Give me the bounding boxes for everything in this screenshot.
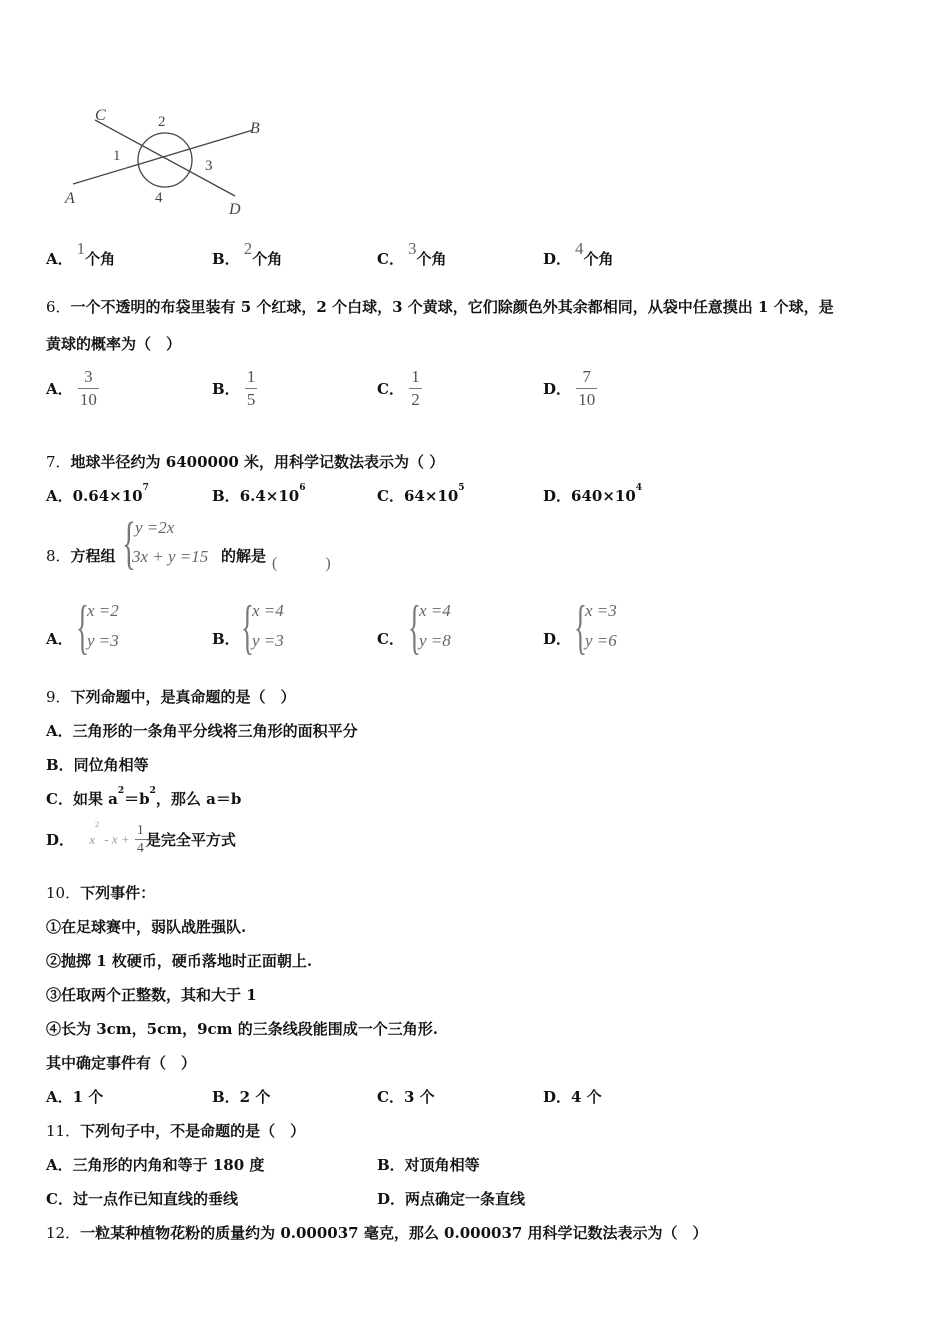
q9-stem: 9．下列命题中，是真命题的是（ ） [46, 688, 296, 706]
q7-option-b[interactable]: B．$6.4\times 10^6$ [212, 483, 306, 505]
angle-figure [55, 100, 285, 225]
left-brace-icon: { [408, 594, 421, 660]
q8-d-line2: y =6 [585, 631, 617, 650]
q11-option-c[interactable]: C．过一点作已知直线的垂线 [46, 1190, 238, 1208]
q10-option-a[interactable]: A．1 个 [46, 1088, 104, 1106]
q7-option-d[interactable]: D．$640\times 10^4$ [543, 483, 643, 505]
fraction: $\frac{7}{10}$ [578, 367, 596, 409]
q6-option-a[interactable]: A． $\frac{3}{10}$ [46, 367, 97, 409]
q6-option-d[interactable]: D． $\frac{7}{10}$ [543, 367, 596, 409]
q12-stem: 12．一粒某种植物花粉的质量约为 0.000037 毫克，那么 0.000037 用科学记数法表示为（ ） [46, 1224, 708, 1242]
q6-stem-line2: 黄球的概率为（ ） [46, 335, 182, 353]
q10-stem: 10．下列事件： [46, 884, 156, 902]
left-brace-icon: { [76, 594, 89, 660]
q7-stem: 7．地球半径约为 6400000 米，用科学记数法表示为（ ） [46, 453, 445, 471]
q8-option-b[interactable]: B． [212, 630, 240, 648]
q9-option-a[interactable]: A．三角形的一条角平分线将三角形的面积平分 [46, 722, 358, 740]
label-A: A [65, 190, 75, 207]
label-angle-1: 1 [113, 148, 121, 164]
label-C: C [95, 107, 106, 124]
q10-option-d[interactable]: D．4 个 [543, 1088, 602, 1106]
fraction: $\frac{3}{10}$ [79, 367, 97, 409]
label-angle-3: 3 [205, 158, 213, 174]
q10-item-3: ③任取两个正整数，其和大于 1 [46, 986, 257, 1004]
q5-option-c[interactable]: C．3个角 [377, 239, 447, 268]
q8-equation-2: 3x + y =15 [132, 547, 209, 566]
q8-c-line1: x =4 [419, 601, 451, 620]
q8-equation-1: y =2x [135, 518, 175, 537]
label-angle-4: 4 [155, 190, 163, 206]
q8-d-line1: x =3 [585, 601, 617, 620]
q8-b-line2: y =3 [252, 631, 284, 650]
q6-option-b[interactable]: B． $\frac{1}{5}$ [212, 367, 256, 409]
q8-option-a[interactable]: A． [46, 630, 73, 648]
fraction: $\frac{1}{5}$ [246, 367, 256, 409]
q10-item-1: ①在足球赛中，弱队战胜强队. [46, 918, 247, 936]
fraction: $\frac{1}{2}$ [411, 367, 420, 409]
q7-option-a[interactable]: A．$0.64\times 10^7$ [46, 483, 149, 505]
q10-option-c[interactable]: C．3 个 [377, 1088, 435, 1106]
q11-option-d[interactable]: D．两点确定一条直线 [377, 1190, 526, 1208]
q11-option-b[interactable]: B．对顶角相等 [377, 1156, 480, 1174]
q8-b-line1: x =4 [252, 601, 284, 620]
left-brace-icon: { [241, 594, 254, 660]
label-angle-2: 2 [158, 114, 166, 130]
q8-stem: 8．方程组 [46, 547, 116, 565]
q8-c-line2: y =8 [419, 631, 451, 650]
q10-item-4: ④长为 3cm，5cm，9cm 的三条线段能围成一个三角形. [46, 1020, 438, 1038]
q8-paren: ( ) [272, 555, 331, 572]
label-D: D [229, 201, 241, 218]
q8-suffix: 的解是 [221, 547, 267, 565]
label-B: B [250, 120, 260, 137]
q11-option-a[interactable]: A．三角形的内角和等于 180 度 [46, 1156, 265, 1174]
q6-stem-line1: 6．一个不透明的布袋里装有 5 个红球，2 个白球，3 个黄球，它们除颜色外其余都相同，从袋中任意摸出 1 个球，是 [46, 298, 834, 316]
q11-stem: 11．下列句子中，不是命题的是（ ） [46, 1122, 306, 1140]
left-brace-icon: { [122, 510, 136, 575]
q5-option-b[interactable]: B．2个角 [212, 239, 283, 268]
q9-option-b[interactable]: B．同位角相等 [46, 756, 149, 774]
q9-option-d[interactable]: D． $x^2$ - x + $\frac{1}{4}$ 是完全平方式 [46, 820, 236, 856]
angle-circle [138, 133, 192, 187]
q6-option-c[interactable]: C． $\frac{1}{2}$ [377, 367, 420, 409]
fraction: $\frac{1}{4}$ [136, 823, 144, 856]
left-brace-icon: { [574, 594, 587, 660]
q8-a-line1: x =2 [87, 601, 119, 620]
q10-question: 其中确定事件有（ ） [46, 1054, 197, 1072]
q8-option-c[interactable]: C． [377, 630, 404, 648]
q8-option-d[interactable]: D． [543, 630, 572, 648]
q9-option-c[interactable]: C．如果 $a^2=b^2$，那么 a＝b [46, 786, 242, 808]
q8-a-line2: y =3 [87, 631, 119, 650]
q5-option-d[interactable]: D．4个角 [543, 239, 614, 268]
q10-option-b[interactable]: B．2 个 [212, 1088, 271, 1106]
q7-option-c[interactable]: C．$64\times 10^5$ [377, 483, 465, 505]
q5-option-a[interactable]: A．1个角 [46, 239, 116, 268]
q10-item-2: ②抛掷 1 枚硬币，硬币落地时正面朝上. [46, 952, 313, 970]
